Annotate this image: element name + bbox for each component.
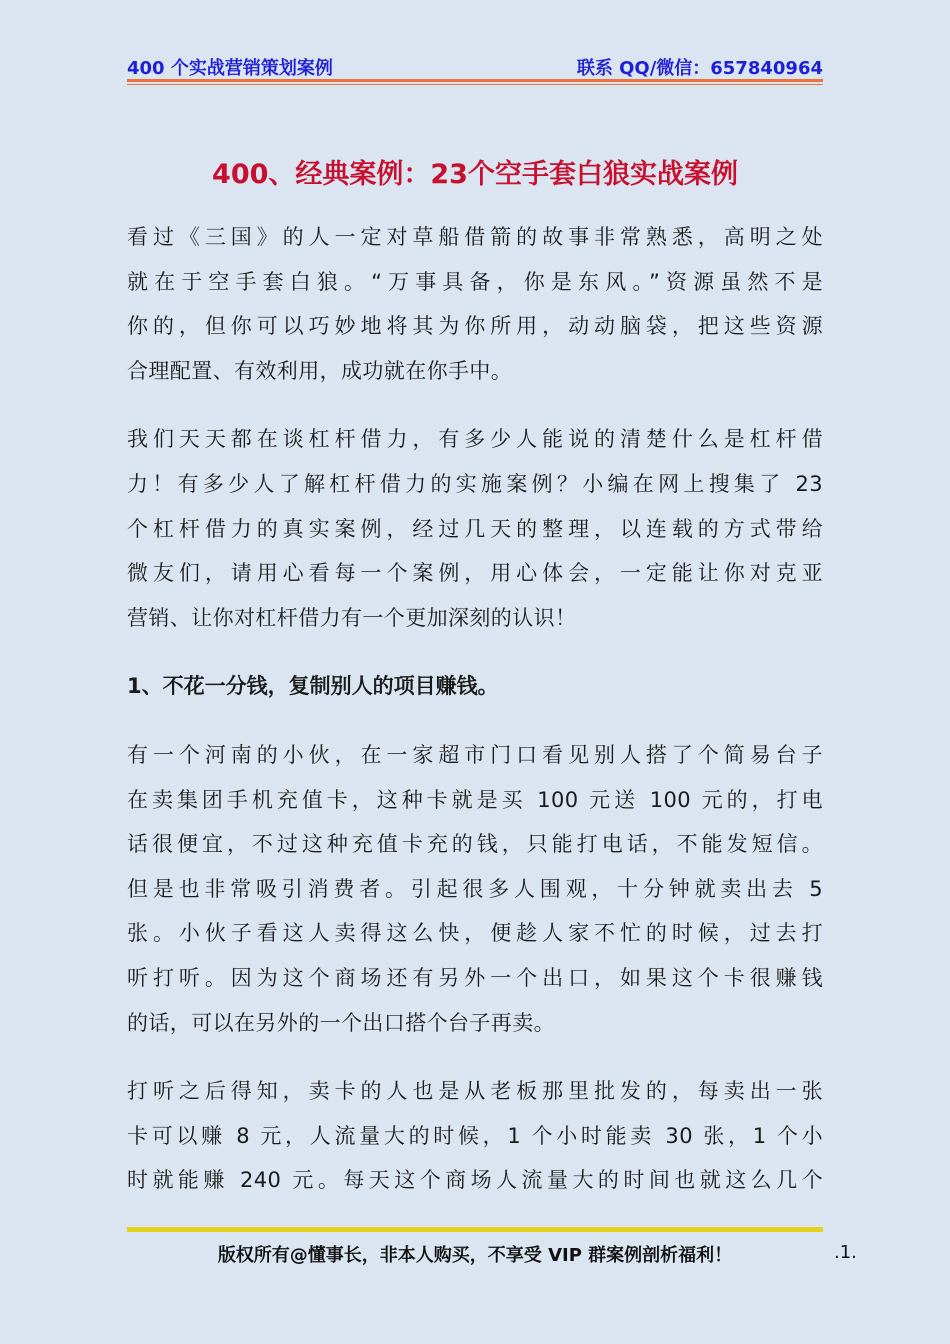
- header-contact: 联系 QQ/微信：657840964: [576, 58, 823, 79]
- text-line: 但是也非常吸引消费者。引起很多人围观，十分钟就卖出去 5: [127, 876, 823, 901]
- header-series-title: 400 个实战营销策划案例: [127, 58, 333, 79]
- text-line: 营销、让你对杠杆借力有一个更加深刻的认识！: [127, 605, 577, 630]
- intro-paragraph: [127, 215, 823, 393]
- section-heading: 1、不花一分钱，复制别人的项目赚钱。: [127, 674, 499, 699]
- footer-divider: [127, 1227, 823, 1232]
- text-line: 在卖集团手机充值卡，这种卡就是买 100 元送 100 元的，打电: [127, 787, 823, 812]
- text-line: 的话，可以在另外的一个出口搭个台子再卖。: [127, 1010, 555, 1035]
- text-line: 话很便宜，不过这种充值卡充的钱，只能打电话，不能发短信。: [127, 832, 823, 857]
- text-line: 力！有多少人了解杠杆借力的实施案例？小编在网上搜集了 23: [127, 471, 823, 496]
- text-line: 你的，但你可以巧妙地将其为你所用，动动脑袋，把这些资源: [127, 314, 823, 339]
- case-paragraph: [127, 733, 823, 1045]
- footer-copyright: 版权所有@懂事长，非本人购买，不享受 VIP 群案例剖析福利！: [217, 1245, 733, 1266]
- text-line: 个杠杆借力的真实案例，经过几天的整理，以连载的方式带给: [127, 516, 823, 541]
- document-body: [127, 215, 823, 1227]
- text-line: 张。小伙子看这人卖得这么快，便趁人家不忙的时候，过去打: [127, 921, 823, 946]
- header-divider: [127, 79, 823, 82]
- text-line: 我们天天都在谈杠杆借力，有多少人能说的清楚什么是杠杆借: [127, 427, 823, 452]
- text-line: 听打听。因为这个商场还有另外一个出口，如果这个卡很赚钱: [127, 965, 823, 990]
- intro-paragraph: [127, 417, 823, 640]
- text-line: 时就能赚 240 元。每天这个商场人流量大的时间也就这么几个: [127, 1168, 823, 1193]
- text-line: 就在于空手套白狼。“万事具备，你是东风。”资源虽然不是: [127, 269, 823, 294]
- text-line: 卡可以赚 8 元，人流量大的时候，1 个小时能卖 30 张，1 个小: [127, 1123, 823, 1148]
- document-title: 400、经典案例：23个空手套白狼实战案例: [212, 159, 738, 190]
- text-line: 打听之后得知，卖卡的人也是从老板那里批发的，每卖出一张: [127, 1079, 823, 1104]
- text-line: 合理配置、有效利用，成功就在你手中。: [127, 358, 513, 383]
- text-line: 微友们，请用心看每一个案例，用心体会，一定能让你对克亚: [127, 561, 823, 586]
- text-line: 看过《三国》的人一定对草船借箭的故事非常熟悉，高明之处: [127, 225, 823, 249]
- text-line: 有一个河南的小伙，在一家超市门口看见别人搭了个简易台子: [127, 742, 823, 767]
- page-number: .1.: [834, 1242, 857, 1263]
- case-paragraph: [127, 1069, 823, 1203]
- page-header: [127, 54, 823, 80]
- header-divider-thin: [127, 84, 823, 85]
